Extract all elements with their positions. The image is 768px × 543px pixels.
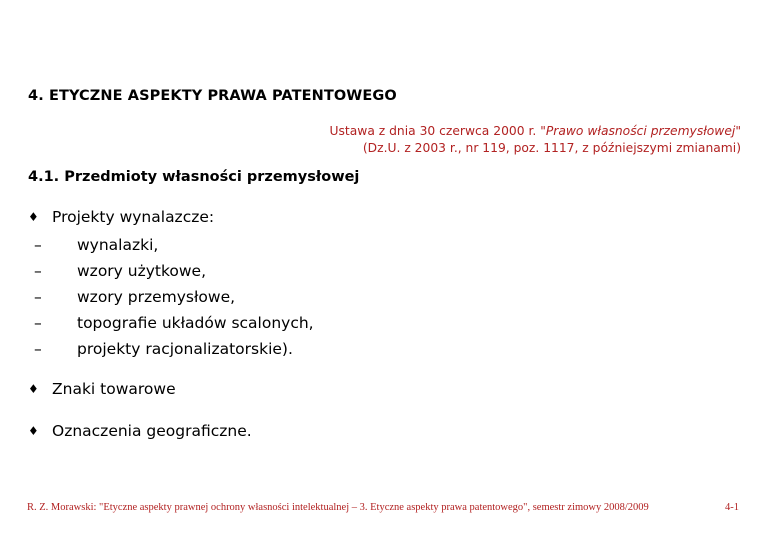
diamond-bullet-icon: ♦	[28, 424, 39, 438]
sub-item-label: topografie układów scalonych,	[77, 314, 314, 332]
sub-item-projekty-racjonalizatorskie	[34, 340, 293, 358]
sub-item-label: wzory przemysłowe,	[77, 288, 236, 306]
section-title: 4.1. Przedmioty własności przemysłowej	[28, 169, 360, 185]
dash-icon: –	[34, 262, 42, 280]
sub-item-label: wynalazki,	[77, 236, 159, 254]
dash-icon: –	[34, 288, 42, 306]
bullet-oznaczenia-geograficzne	[28, 422, 252, 440]
bullet-znaki-towarowe	[28, 380, 176, 398]
bullet-label: Oznaczenia geograficzne.	[52, 422, 252, 440]
sub-item-label: wzory użytkowe,	[77, 262, 207, 280]
sub-item-topografie	[34, 314, 314, 332]
citation-act-title: "Prawo własności przemysłowej"	[540, 124, 741, 138]
law-citation	[330, 123, 742, 157]
citation-prefix: Ustawa z dnia 30 czerwca 2000 r.	[329, 124, 541, 138]
diamond-bullet-icon: ♦	[28, 210, 39, 224]
bullet-projekty-wynalazcze	[28, 208, 214, 226]
page-number: 4-1	[725, 502, 739, 513]
citation-line-1	[330, 123, 742, 140]
citation-line-2: (Dz.U. z 2003 r., nr 119, poz. 1117, z późniejszymi zmianami)	[362, 141, 741, 155]
sub-item-wzory-przemyslowe	[34, 288, 235, 306]
dash-icon: –	[34, 236, 42, 254]
dash-icon: –	[34, 314, 42, 332]
footer-text: R. Z. Morawski: "Etyczne aspekty prawnej ochrony własności intelektualnej – 3. Etyczne aspekty prawa patentowego", semestr zimowy 2008/2009	[27, 502, 649, 513]
sub-item-label: projekty racjonalizatorskie).	[77, 340, 293, 358]
diamond-bullet-icon: ♦	[28, 382, 39, 396]
sub-item-wynalazki	[34, 236, 158, 254]
chapter-title: 4. ETYCZNE ASPEKTY PRAWA PATENTOWEGO	[28, 88, 397, 104]
bullet-label: Projekty wynalazcze:	[52, 208, 215, 226]
dash-icon: –	[34, 340, 42, 358]
sub-item-wzory-uzytkowe	[34, 262, 206, 280]
bullet-label: Znaki towarowe	[52, 380, 176, 398]
